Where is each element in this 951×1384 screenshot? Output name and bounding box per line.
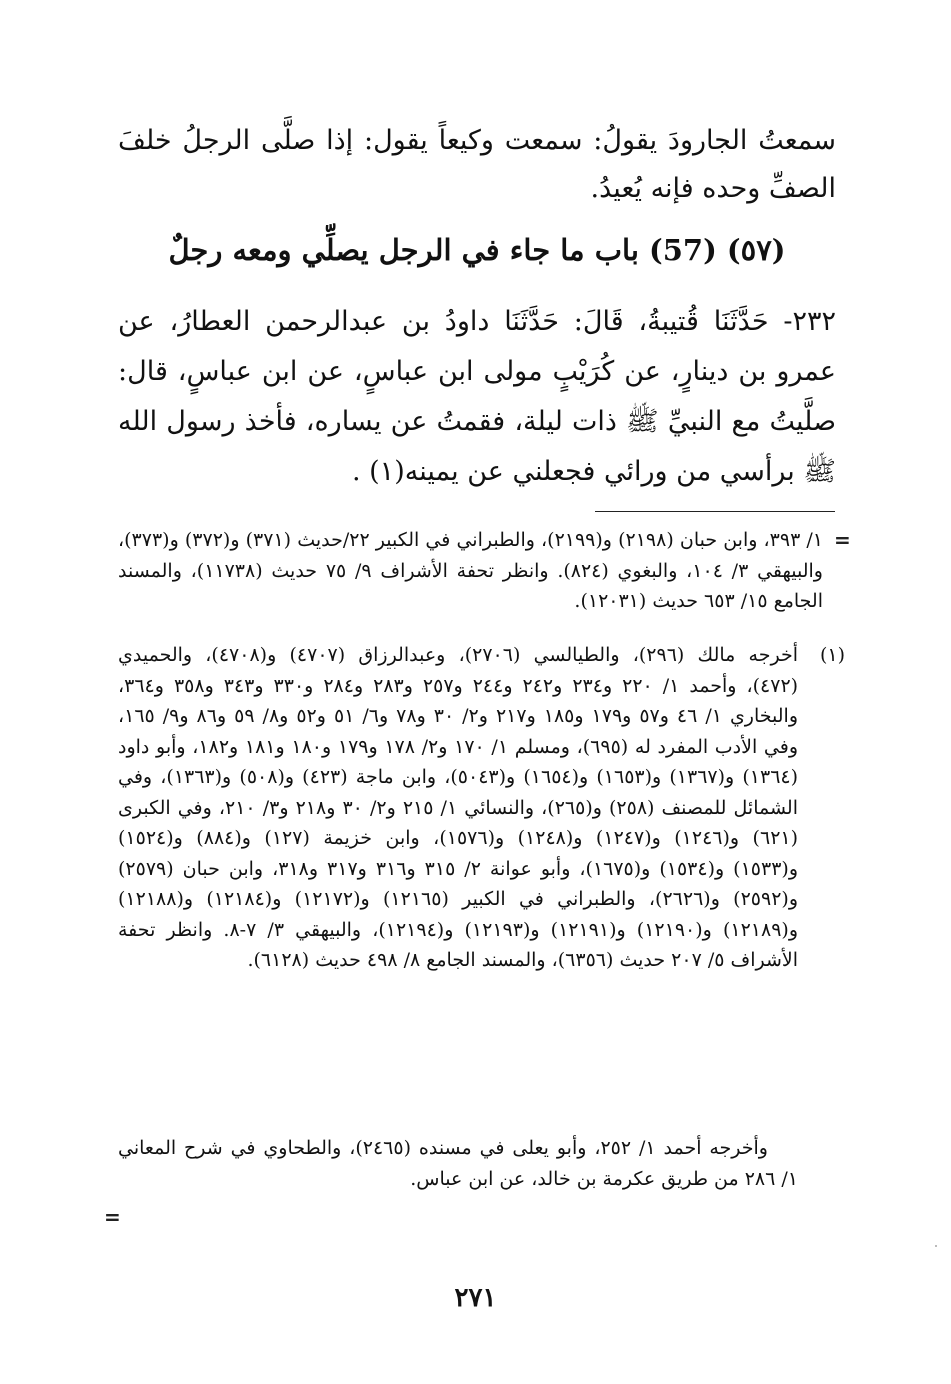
footnote-divider bbox=[595, 511, 835, 512]
footnote-1: أخرجه مالك (٢٩٦)، والطيالسي (٢٧٠٦)، وعبدالرزاق (٤٧٠٧) و(٤٧٠٨)، والحميدي (٤٧٢)، وأحمد ١/ ٢٢٠ و٢٣٤ و٢٤٢ و٢٤٤ و٢٥٧ و٢٨٣ و٢٨٤ و٣٣٠ و٣٤٣ و٣٥٨ و٣٦٤، والبخاري ١/ ٤٦ و٥٧ و١٧٩ و١٨٥ و٢١٧ و٢/ ٣٠ و٧٨ و٦/ ٥١ و٥٢ و٨/ ٥٩ و٨٦ و٩/ ١٦٥، وفي الأدب المفرد له (٦٩٥)، ومسلم ١/ ١٧٠ و٢/ ١٧٨ و١٧٩ و١٨٠ و١٨١ و١٨٢، وأبو داود (١٣٦٤) و(١٣٦٧) و(١٦٥٣) و(١٦٥٤) و(٥٠٤٣)، وابن ماجة (٤٢٣) و(٥٠٨) و(١٣٦٣)، وفي الشمائل للمصنف (٢٥٨) و(٢٦٥)، والنسائي ١/ ٢١٥ و٢/ ٣٠ و٢١٨ و٣/ ٢١٠، وفي الكبرى (٦٢١) و(١٢٤٦) و(١٢٤٧) و(١٢٤٨) و(١٥٧٦)، وابن خزيمة (١٢٧) و(٨٨٤) و(١٥٢٤) و(١٥٣٣) و(١٥٣٤) و(١٦٧٥)، وأبو عوانة ٢/ ٣١٥ و٣١٦ و٣١٧ و٣١٨، وابن حبان (٢٥٧٩) و(٢٥٩٢) و(٢٦٢٦)، والطبراني في الكبير (١٢١٦٥) و(١٢١٧٢) و(١٢١٨٤) و(١٢١٨٨) و(١٢١٨٩) و(١٢١٩٠) و(١٢١٩١) و(١٢١٩٣) و(١٢١٩٤)، والبيهقي ٣/ ٧-٨. وانظر تحفة الأشراف ٥/ ٢٠٧ حديث (٦٣٥٦)، والمسند الجامع ٨/ ٤٩٨ حديث (٦١٢٨). bbox=[118, 644, 799, 971]
chapter-heading: (٥٧) (57) باب ما جاء في الرجل يصلِّي ومعه رجلٌ bbox=[168, 233, 786, 267]
footnote-additional: وأخرجه أحمد ١/ ٢٥٢، وأبو يعلى في مسنده (٢٤٦٥)، والطحاوي في شرح المعاني ١/ ٢٨٦ من طريق عكرمة بن خالد، عن ابن عباس. bbox=[118, 1137, 798, 1190]
intro-paragraph: سمعتُ الجارودَ يقولُ: سمعت وكيعاً يقول: إذا صلَّى الرجلُ خلفَ الصفِّ وحده فإنه يُعيدُ. bbox=[118, 125, 836, 204]
continuation-marker-bottom: = bbox=[104, 1205, 121, 1229]
page-number: ٢٧١ bbox=[454, 1283, 497, 1313]
hadith-paragraph: ٢٣٢- حَدَّثَنَا قُتيبةُ، قَالَ: حَدَّثَنَا داودُ بن عبدالرحمن العطارُ، عن عمرو بن دينارٍ، عن كُرَيْبٍ مولى ابن عباسٍ، عن ابن عباسٍ، قال: صلَّيتُ مع النبيِّ ﷺ ذات ليلة، فقمتُ عن يساره، فأخذ رسول الله ﷺ برأسي من ورائي فجعلني عن يمينه(١) . bbox=[118, 306, 836, 487]
footnote-continuation: ١/ ٣٩٣، وابن حبان (٢١٩٨) و(٢١٩٩)، والطبراني في الكبير ٢٢/حديث (٣٧١) و(٣٧٢) و(٣٧٣)، والبيهقي ٣/ ١٠٤، والبغوي (٨٢٤). وانظر تحفة الأشراف ٩/ ٧٥ حديث (١١٧٣٨)، والمسند الجامع ١٥/ ٦٥٣ حديث (١٢٠٣١). bbox=[118, 529, 824, 612]
footnote-number: (١) bbox=[819, 644, 845, 666]
continuation-marker-top: = bbox=[834, 528, 851, 552]
scan-speck bbox=[935, 1245, 937, 1247]
